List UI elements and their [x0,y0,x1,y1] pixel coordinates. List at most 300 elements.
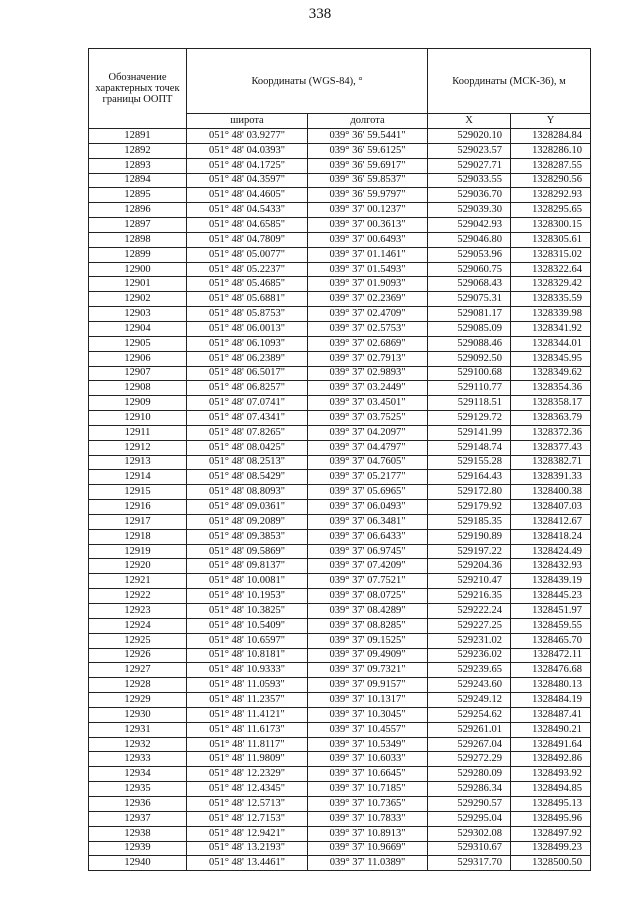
latitude-cell: 051° 48' 07.0741" [187,396,308,411]
y-coordinate-cell: 1328495.96 [511,811,591,826]
y-coordinate-cell: 1328305.61 [511,232,591,247]
point-id-cell: 12891 [89,129,187,144]
longitude-cell: 039° 37' 04.2097" [308,425,428,440]
point-id-cell: 12919 [89,544,187,559]
x-coordinate-cell: 529249.12 [428,693,511,708]
x-coordinate-cell: 529190.89 [428,529,511,544]
longitude-cell: 039° 37' 09.4909" [308,648,428,663]
point-id-cell: 12927 [89,663,187,678]
page-number: 338 [308,6,332,22]
x-coordinate-cell: 529100.68 [428,366,511,381]
longitude-cell: 039° 37' 10.8913" [308,826,428,841]
longitude-cell: 039° 37' 05.6965" [308,485,428,500]
header-msk36: Координаты (МСК-36), м [428,49,591,114]
table-row [89,396,591,411]
table-row [89,796,591,811]
longitude-cell: 039° 37' 01.5493" [308,262,428,277]
longitude-cell: 039° 36' 59.9797" [308,188,428,203]
latitude-cell: 051° 48' 12.7153" [187,811,308,826]
table-row [89,218,591,233]
table-row [89,351,591,366]
table-row [89,336,591,351]
table-row [89,841,591,856]
y-coordinate-cell: 1328292.93 [511,188,591,203]
longitude-cell: 039° 37' 10.5349" [308,737,428,752]
longitude-cell: 039° 37' 02.2369" [308,292,428,307]
latitude-cell: 051° 48' 09.2089" [187,514,308,529]
latitude-cell: 051° 48' 05.0077" [187,247,308,262]
point-id-cell: 12933 [89,752,187,767]
x-coordinate-cell: 529227.25 [428,618,511,633]
point-id-cell: 12897 [89,218,187,233]
table-row [89,173,591,188]
point-id-cell: 12911 [89,425,187,440]
latitude-cell: 051° 48' 08.2513" [187,455,308,470]
longitude-cell: 039° 37' 02.5753" [308,321,428,336]
longitude-cell: 039° 37' 02.7913" [308,351,428,366]
latitude-cell: 051° 48' 06.0013" [187,321,308,336]
y-coordinate-cell: 1328490.21 [511,722,591,737]
table-row [89,485,591,500]
x-coordinate-cell: 529039.30 [428,203,511,218]
y-coordinate-cell: 1328341.92 [511,321,591,336]
y-coordinate-cell: 1328339.98 [511,307,591,322]
point-id-cell: 12939 [89,841,187,856]
point-id-cell: 12929 [89,693,187,708]
x-coordinate-cell: 529239.65 [428,663,511,678]
x-coordinate-cell: 529085.09 [428,321,511,336]
latitude-cell: 051° 48' 11.0593" [187,678,308,693]
table-row [89,529,591,544]
x-coordinate-cell: 529033.55 [428,173,511,188]
longitude-cell: 039° 37' 09.7321" [308,663,428,678]
longitude-cell: 039° 37' 06.3481" [308,514,428,529]
table-row [89,648,591,663]
y-coordinate-cell: 1328295.65 [511,203,591,218]
point-id-cell: 12903 [89,307,187,322]
point-id-cell: 12908 [89,381,187,396]
latitude-cell: 051° 48' 10.3825" [187,604,308,619]
latitude-cell: 051° 48' 05.4685" [187,277,308,292]
latitude-cell: 051° 48' 09.3853" [187,529,308,544]
table-row [89,277,591,292]
x-coordinate-cell: 529046.80 [428,232,511,247]
point-id-cell: 12913 [89,455,187,470]
latitude-cell: 051° 48' 04.4605" [187,188,308,203]
x-coordinate-cell: 529172.80 [428,485,511,500]
table-row [89,500,591,515]
x-coordinate-cell: 529317.70 [428,856,511,871]
point-id-cell: 12895 [89,188,187,203]
point-id-cell: 12904 [89,321,187,336]
longitude-cell: 039° 37' 02.4709" [308,307,428,322]
x-coordinate-cell: 529243.60 [428,678,511,693]
point-id-cell: 12920 [89,559,187,574]
longitude-cell: 039° 37' 09.1525" [308,633,428,648]
x-coordinate-cell: 529261.01 [428,722,511,737]
table-row [89,514,591,529]
table-row [89,188,591,203]
latitude-cell: 051° 48' 11.9809" [187,752,308,767]
longitude-cell: 039° 37' 08.8285" [308,618,428,633]
y-coordinate-cell: 1328329.42 [511,277,591,292]
latitude-cell: 051° 48' 10.8181" [187,648,308,663]
point-id-cell: 12906 [89,351,187,366]
point-id-cell: 12907 [89,366,187,381]
table-row [89,707,591,722]
point-id-cell: 12915 [89,485,187,500]
longitude-cell: 039° 37' 10.3045" [308,707,428,722]
table-row [89,633,591,648]
latitude-cell: 051° 48' 04.0393" [187,143,308,158]
longitude-cell: 039° 37' 10.6033" [308,752,428,767]
table-row [89,663,591,678]
longitude-cell: 039° 36' 59.6125" [308,143,428,158]
longitude-cell: 039° 37' 10.9669" [308,841,428,856]
longitude-cell: 039° 37' 03.4501" [308,396,428,411]
longitude-cell: 039° 37' 05.2177" [308,470,428,485]
table-row [89,856,591,871]
point-id-cell: 12937 [89,811,187,826]
y-coordinate-cell: 1328494.85 [511,782,591,797]
x-coordinate-cell: 529185.35 [428,514,511,529]
point-id-cell: 12917 [89,514,187,529]
x-coordinate-cell: 529272.29 [428,752,511,767]
point-id-cell: 12900 [89,262,187,277]
x-coordinate-cell: 529204.36 [428,559,511,574]
table-row [89,411,591,426]
point-id-cell: 12931 [89,722,187,737]
x-coordinate-cell: 529231.02 [428,633,511,648]
longitude-cell: 039° 37' 00.6493" [308,232,428,247]
y-coordinate-cell: 1328377.43 [511,440,591,455]
latitude-cell: 051° 48' 13.2193" [187,841,308,856]
table-row [89,129,591,144]
longitude-cell: 039° 37' 08.0725" [308,589,428,604]
table-row [89,559,591,574]
y-coordinate-cell: 1328290.56 [511,173,591,188]
x-coordinate-cell: 529164.43 [428,470,511,485]
y-coordinate-cell: 1328345.95 [511,351,591,366]
x-coordinate-cell: 529081.17 [428,307,511,322]
point-id-cell: 12910 [89,411,187,426]
x-coordinate-cell: 529236.02 [428,648,511,663]
latitude-cell: 051° 48' 06.1093" [187,336,308,351]
point-id-cell: 12896 [89,203,187,218]
point-id-cell: 12916 [89,500,187,515]
latitude-cell: 051° 48' 08.8093" [187,485,308,500]
x-coordinate-cell: 529210.47 [428,574,511,589]
table-row [89,232,591,247]
header-wgs84: Координаты (WGS-84), ° [187,49,428,114]
x-coordinate-cell: 529118.51 [428,396,511,411]
table-row [89,158,591,173]
x-coordinate-cell: 529141.99 [428,425,511,440]
y-coordinate-cell: 1328499.23 [511,841,591,856]
y-coordinate-cell: 1328459.55 [511,618,591,633]
x-coordinate-cell: 529290.57 [428,796,511,811]
y-coordinate-cell: 1328322.64 [511,262,591,277]
table-row [89,767,591,782]
y-coordinate-cell: 1328363.79 [511,411,591,426]
x-coordinate-cell: 529216.35 [428,589,511,604]
y-coordinate-cell: 1328432.93 [511,559,591,574]
table-row [89,292,591,307]
x-coordinate-cell: 529310.67 [428,841,511,856]
x-coordinate-cell: 529129.72 [428,411,511,426]
latitude-cell: 051° 48' 10.5409" [187,618,308,633]
longitude-cell: 039° 36' 59.8537" [308,173,428,188]
latitude-cell: 051° 48' 12.5713" [187,796,308,811]
longitude-cell: 039° 37' 07.4209" [308,559,428,574]
longitude-cell: 039° 37' 00.1237" [308,203,428,218]
x-coordinate-cell: 529295.04 [428,811,511,826]
latitude-cell: 051° 48' 09.0361" [187,500,308,515]
latitude-cell: 051° 48' 04.5433" [187,203,308,218]
point-id-cell: 12940 [89,856,187,871]
table-row [89,737,591,752]
longitude-cell: 039° 37' 11.0389" [308,856,428,871]
y-coordinate-cell: 1328349.62 [511,366,591,381]
y-coordinate-cell: 1328315.02 [511,247,591,262]
header-latitude: широта [187,114,308,129]
y-coordinate-cell: 1328492.86 [511,752,591,767]
table-row [89,381,591,396]
x-coordinate-cell: 529179.92 [428,500,511,515]
x-coordinate-cell: 529280.09 [428,767,511,782]
longitude-cell: 039° 37' 00.3613" [308,218,428,233]
point-id-cell: 12902 [89,292,187,307]
longitude-cell: 039° 37' 10.7185" [308,782,428,797]
x-coordinate-cell: 529068.43 [428,277,511,292]
latitude-cell: 051° 48' 05.6881" [187,292,308,307]
latitude-cell: 051° 48' 06.5017" [187,366,308,381]
x-coordinate-cell: 529023.57 [428,143,511,158]
table-row [89,604,591,619]
latitude-cell: 051° 48' 04.6585" [187,218,308,233]
x-coordinate-cell: 529020.10 [428,129,511,144]
longitude-cell: 039° 36' 59.5441" [308,129,428,144]
y-coordinate-cell: 1328391.33 [511,470,591,485]
point-id-cell: 12930 [89,707,187,722]
latitude-cell: 051° 48' 11.8117" [187,737,308,752]
x-coordinate-cell: 529088.46 [428,336,511,351]
longitude-cell: 039° 37' 10.4557" [308,722,428,737]
longitude-cell: 039° 37' 03.2449" [308,381,428,396]
latitude-cell: 051° 48' 08.5429" [187,470,308,485]
point-id-cell: 12912 [89,440,187,455]
x-coordinate-cell: 529148.74 [428,440,511,455]
latitude-cell: 051° 48' 08.0425" [187,440,308,455]
point-id-cell: 12928 [89,678,187,693]
y-coordinate-cell: 1328500.50 [511,856,591,871]
table-row [89,811,591,826]
table-row [89,455,591,470]
latitude-cell: 051° 48' 05.2237" [187,262,308,277]
longitude-cell: 039° 37' 07.7521" [308,574,428,589]
latitude-cell: 051° 48' 12.9421" [187,826,308,841]
point-id-cell: 12893 [89,158,187,173]
point-id-cell: 12899 [89,247,187,262]
latitude-cell: 051° 48' 10.9333" [187,663,308,678]
latitude-cell: 051° 48' 11.4121" [187,707,308,722]
longitude-cell: 039° 37' 06.9745" [308,544,428,559]
x-coordinate-cell: 529286.34 [428,782,511,797]
latitude-cell: 051° 48' 05.8753" [187,307,308,322]
table-row [89,589,591,604]
y-coordinate-cell: 1328287.55 [511,158,591,173]
x-coordinate-cell: 529075.31 [428,292,511,307]
point-id-cell: 12934 [89,767,187,782]
latitude-cell: 051° 48' 07.8265" [187,425,308,440]
header-longitude: долгота [308,114,428,129]
table-row [89,618,591,633]
table-row [89,752,591,767]
table-row [89,366,591,381]
x-coordinate-cell: 529222.24 [428,604,511,619]
table-row [89,782,591,797]
table-body [89,129,591,871]
point-id-cell: 12925 [89,633,187,648]
point-id-cell: 12901 [89,277,187,292]
table-row [89,678,591,693]
table-row [89,693,591,708]
longitude-cell: 039° 37' 03.7525" [308,411,428,426]
y-coordinate-cell: 1328465.70 [511,633,591,648]
header-point-designation: Обозначение характерных точек границы ООПТ [89,49,187,129]
y-coordinate-cell: 1328358.17 [511,396,591,411]
y-coordinate-cell: 1328372.36 [511,425,591,440]
table-row [89,143,591,158]
y-coordinate-cell: 1328424.49 [511,544,591,559]
latitude-cell: 051° 48' 03.9277" [187,129,308,144]
y-coordinate-cell: 1328418.24 [511,529,591,544]
table-row [89,203,591,218]
table-row [89,321,591,336]
point-id-cell: 12923 [89,604,187,619]
x-coordinate-cell: 529027.71 [428,158,511,173]
point-id-cell: 12936 [89,796,187,811]
latitude-cell: 051° 48' 04.7809" [187,232,308,247]
y-coordinate-cell: 1328300.15 [511,218,591,233]
table-row [89,425,591,440]
point-id-cell: 12921 [89,574,187,589]
y-coordinate-cell: 1328286.10 [511,143,591,158]
longitude-cell: 039° 37' 06.0493" [308,500,428,515]
table-row [89,544,591,559]
point-id-cell: 12922 [89,589,187,604]
table-row [89,247,591,262]
point-id-cell: 12924 [89,618,187,633]
table-row [89,440,591,455]
longitude-cell: 039° 37' 10.7365" [308,796,428,811]
y-coordinate-cell: 1328439.19 [511,574,591,589]
latitude-cell: 051° 48' 12.2329" [187,767,308,782]
latitude-cell: 051° 48' 12.4345" [187,782,308,797]
header-x: X [428,114,511,129]
x-coordinate-cell: 529053.96 [428,247,511,262]
point-id-cell: 12914 [89,470,187,485]
y-coordinate-cell: 1328497.92 [511,826,591,841]
longitude-cell: 039° 37' 02.9893" [308,366,428,381]
longitude-cell: 039° 37' 10.6645" [308,767,428,782]
point-id-cell: 12926 [89,648,187,663]
table-row [89,722,591,737]
coordinates-table [88,48,591,871]
y-coordinate-cell: 1328445.23 [511,589,591,604]
point-id-cell: 12894 [89,173,187,188]
y-coordinate-cell: 1328484.19 [511,693,591,708]
y-coordinate-cell: 1328487.41 [511,707,591,722]
table-row [89,307,591,322]
y-coordinate-cell: 1328495.13 [511,796,591,811]
y-coordinate-cell: 1328412.67 [511,514,591,529]
y-coordinate-cell: 1328451.97 [511,604,591,619]
latitude-cell: 051° 48' 09.5869" [187,544,308,559]
latitude-cell: 051° 48' 06.8257" [187,381,308,396]
header-y: Y [511,114,591,129]
longitude-cell: 039° 37' 01.9093" [308,277,428,292]
x-coordinate-cell: 529302.08 [428,826,511,841]
latitude-cell: 051° 48' 09.8137" [187,559,308,574]
latitude-cell: 051° 48' 11.2357" [187,693,308,708]
x-coordinate-cell: 529254.62 [428,707,511,722]
point-id-cell: 12898 [89,232,187,247]
latitude-cell: 051° 48' 04.3597" [187,173,308,188]
point-id-cell: 12918 [89,529,187,544]
x-coordinate-cell: 529042.93 [428,218,511,233]
longitude-cell: 039° 37' 04.4797" [308,440,428,455]
longitude-cell: 039° 36' 59.6917" [308,158,428,173]
latitude-cell: 051° 48' 06.2389" [187,351,308,366]
table-row [89,826,591,841]
y-coordinate-cell: 1328493.92 [511,767,591,782]
y-coordinate-cell: 1328354.36 [511,381,591,396]
longitude-cell: 039° 37' 06.6433" [308,529,428,544]
y-coordinate-cell: 1328407.03 [511,500,591,515]
table-row [89,470,591,485]
x-coordinate-cell: 529197.22 [428,544,511,559]
y-coordinate-cell: 1328472.11 [511,648,591,663]
point-id-cell: 12892 [89,143,187,158]
point-id-cell: 12938 [89,826,187,841]
latitude-cell: 051° 48' 11.6173" [187,722,308,737]
latitude-cell: 051° 48' 07.4341" [187,411,308,426]
x-coordinate-cell: 529036.70 [428,188,511,203]
longitude-cell: 039° 37' 10.1317" [308,693,428,708]
table-header-row [89,49,591,114]
y-coordinate-cell: 1328335.59 [511,292,591,307]
longitude-cell: 039° 37' 08.4289" [308,604,428,619]
longitude-cell: 039° 37' 04.7605" [308,455,428,470]
table-row [89,574,591,589]
point-id-cell: 12932 [89,737,187,752]
y-coordinate-cell: 1328400.38 [511,485,591,500]
longitude-cell: 039° 37' 02.6869" [308,336,428,351]
latitude-cell: 051° 48' 13.4461" [187,856,308,871]
y-coordinate-cell: 1328382.71 [511,455,591,470]
latitude-cell: 051° 48' 10.6597" [187,633,308,648]
point-id-cell: 12909 [89,396,187,411]
x-coordinate-cell: 529110.77 [428,381,511,396]
x-coordinate-cell: 529092.50 [428,351,511,366]
longitude-cell: 039° 37' 10.7833" [308,811,428,826]
y-coordinate-cell: 1328480.13 [511,678,591,693]
table-row [89,262,591,277]
longitude-cell: 039° 37' 09.9157" [308,678,428,693]
y-coordinate-cell: 1328344.01 [511,336,591,351]
longitude-cell: 039° 37' 01.1461" [308,247,428,262]
